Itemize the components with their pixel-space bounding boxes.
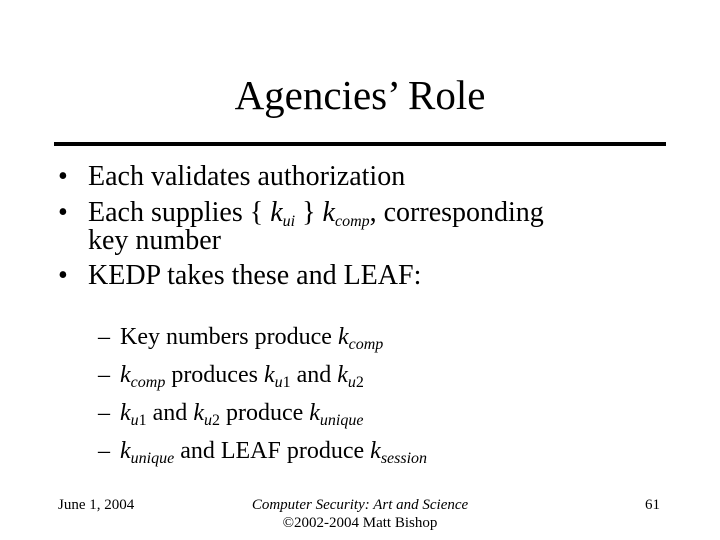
variable-k: k	[309, 400, 320, 426]
bullet-item	[58, 257, 544, 295]
sub-bullet-text: and	[146, 400, 194, 426]
variable-k: k	[120, 362, 131, 388]
sub-bullet-text: produce	[219, 400, 310, 426]
bullet-text-continuation: key number	[88, 225, 221, 256]
footer-center	[220, 496, 500, 532]
subscript-variable: u	[203, 412, 212, 429]
bullet-text-middle: }	[295, 197, 323, 228]
subscript	[131, 412, 147, 429]
bullet-marker: •	[58, 161, 68, 192]
sub-bullet-text: and LEAF produce	[174, 438, 371, 464]
sub-bullet-item	[98, 394, 427, 432]
subscript	[275, 374, 291, 391]
subscript: comp	[334, 213, 370, 230]
variable-k: k	[193, 400, 204, 426]
sub-bullet-text: Key numbers produce	[120, 324, 338, 350]
variable-k: k	[120, 438, 131, 464]
bullet-marker: •	[58, 260, 68, 291]
subscript: unique	[130, 450, 175, 467]
subscript-number: 2	[211, 412, 220, 429]
sub-bullet-item	[98, 318, 427, 356]
subscript: unique	[319, 412, 364, 429]
subscript-number: 2	[355, 374, 364, 391]
bullet-text-suffix: , corresponding	[369, 197, 544, 228]
bullet-item	[58, 158, 544, 196]
dash-marker: –	[98, 400, 110, 426]
subscript: ui	[282, 213, 296, 230]
sub-bullet-text: and	[290, 362, 338, 388]
slide-title: Agencies’ Role	[234, 72, 486, 118]
dash-marker: –	[98, 324, 110, 350]
dash-marker: –	[98, 438, 110, 464]
bullet-item	[58, 196, 544, 257]
variable-k: k	[322, 197, 335, 228]
subscript-number: 1	[138, 412, 147, 429]
subscript: comp	[130, 374, 166, 391]
bullet-marker: •	[58, 197, 68, 228]
variable-k: k	[337, 324, 349, 350]
footer-course	[220, 496, 500, 514]
bullet-text: Each validates authorization	[88, 161, 406, 192]
subscript-variable: u	[130, 412, 139, 429]
bullet-list	[58, 158, 544, 295]
sub-bullet-list	[98, 318, 427, 470]
variable-k: k	[270, 197, 283, 228]
sub-bullet-item	[98, 432, 427, 470]
subscript-variable: u	[347, 374, 356, 391]
variable-k: k	[337, 362, 348, 388]
sub-bullet-item	[98, 356, 427, 394]
subscript: comp	[348, 336, 384, 353]
subscript	[348, 374, 364, 391]
dash-marker: –	[98, 362, 110, 388]
title-divider	[54, 142, 666, 146]
bullet-text-prefix: Each supplies {	[88, 197, 271, 228]
footer-course-title: Computer Security: Art and Science	[251, 497, 469, 513]
subscript-number: 1	[282, 374, 291, 391]
footer-date: June 1, 2004	[58, 497, 135, 513]
subscript	[204, 412, 220, 429]
bullet-text: KEDP takes these and LEAF:	[88, 260, 422, 291]
subscript: session	[380, 450, 428, 467]
sub-bullet-text: produces	[165, 362, 264, 388]
variable-k: k	[370, 438, 381, 464]
footer-copyright: ©2002-2004 Matt Bishop	[282, 515, 438, 531]
footer-page-number: 61	[645, 497, 660, 513]
variable-k: k	[263, 362, 275, 388]
variable-k: k	[120, 400, 131, 426]
subscript-variable: u	[274, 374, 283, 391]
